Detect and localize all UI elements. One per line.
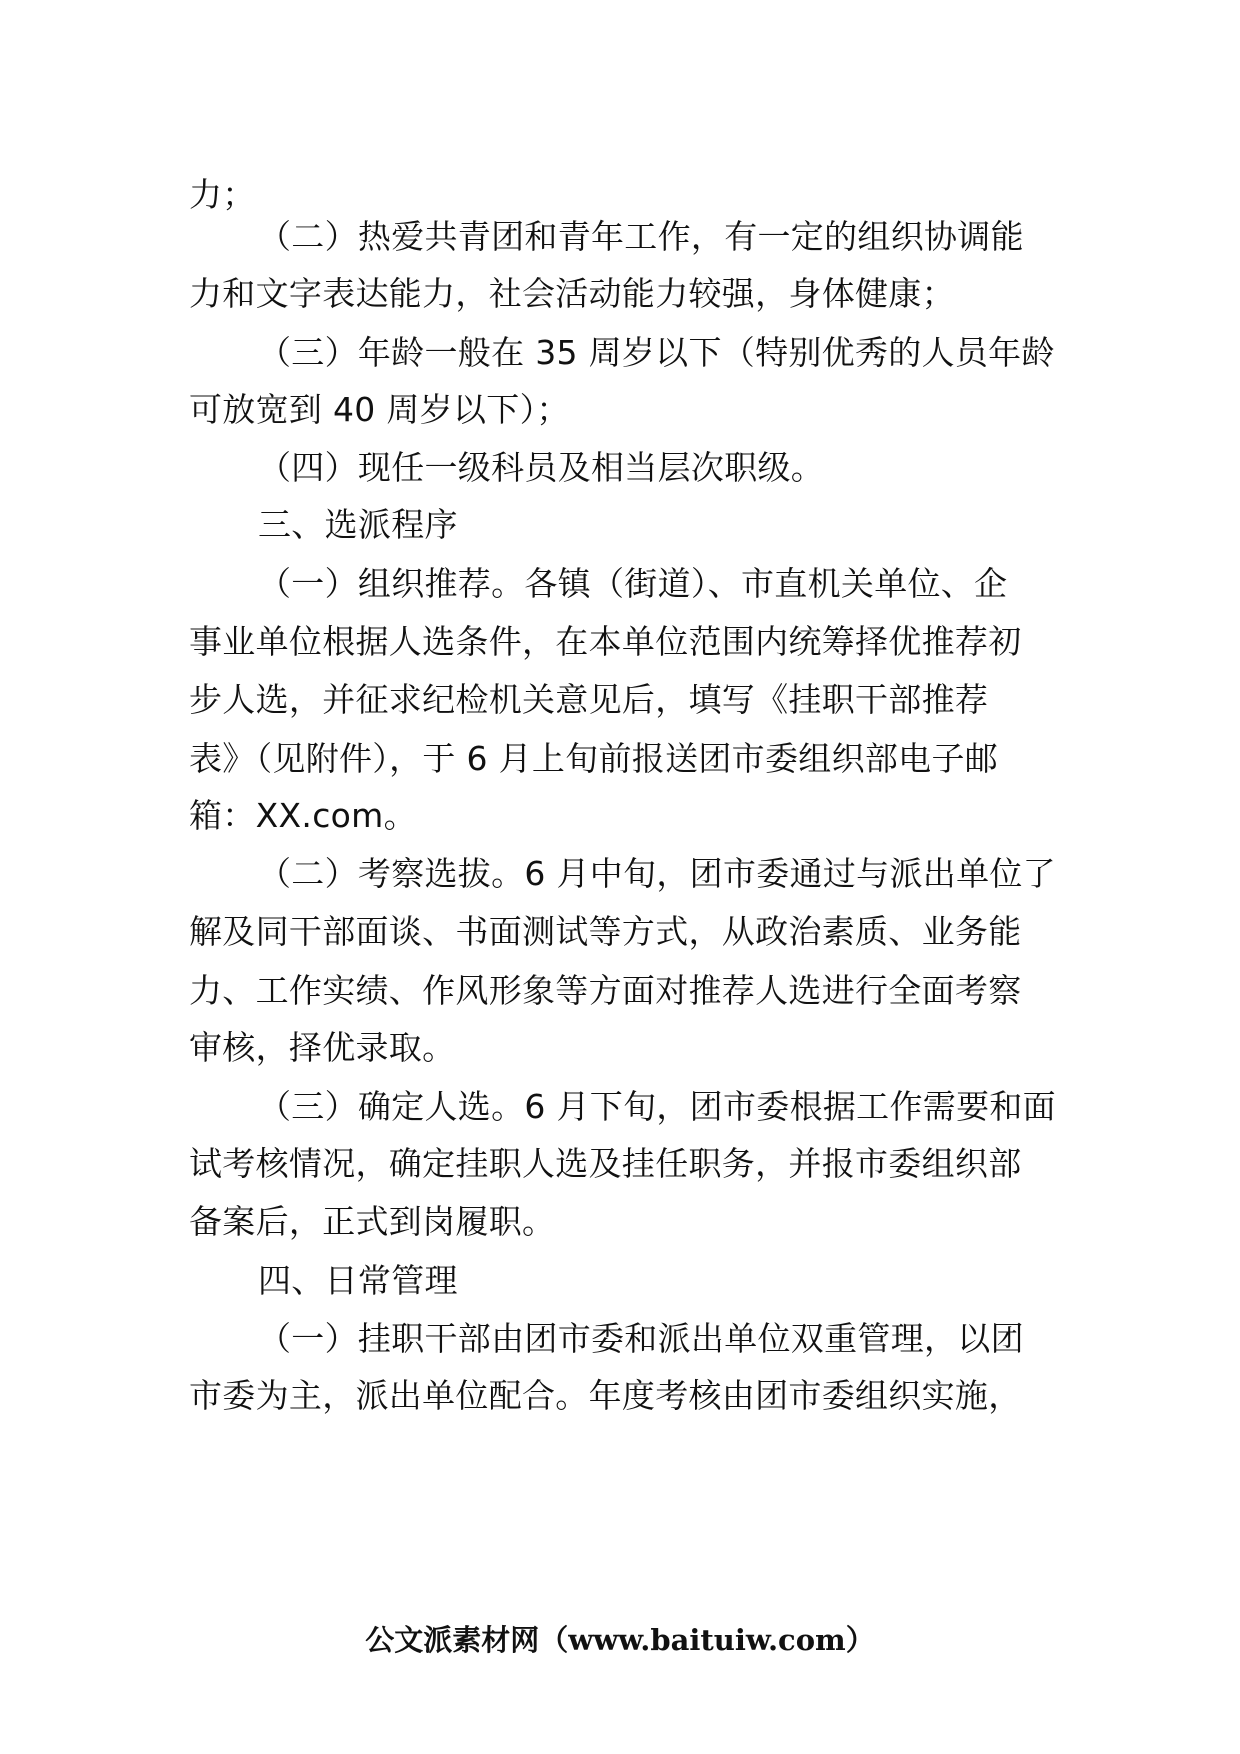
text-line: （四）现任一级科员及相当层次职级。 bbox=[258, 448, 825, 487]
footer-watermark: 公文派素材网（www.baituiw.com） bbox=[365, 1623, 875, 1657]
text-line: （三）确定人选。6 月下旬，团市委根据工作需要和面 bbox=[258, 1087, 1056, 1126]
text-line: 可放宽到 40 周岁以下）； bbox=[189, 390, 570, 429]
text-line: 备案后，正式到岗履职。 bbox=[189, 1202, 556, 1241]
text-line: 审核，择优录取。 bbox=[189, 1028, 456, 1067]
text-line: 市委为主，派出单位配合。年度考核由团市委组织实施， bbox=[189, 1376, 1022, 1415]
text-line: 步人选，并征求纪检机关意见后，填写《挂职干部推荐 bbox=[189, 680, 989, 719]
text-line: 力、工作实绩、作风形象等方面对推荐人选进行全面考察 bbox=[189, 971, 1022, 1010]
section-heading: 三、选派程序 bbox=[258, 505, 458, 544]
text-line: 解及同干部面谈、书面测试等方式，从政治素质、业务能 bbox=[189, 912, 1022, 951]
text-line: （二）热爱共青团和青年工作，有一定的组织协调能 bbox=[258, 217, 1024, 256]
text-line: 试考核情况，确定挂职人选及挂任职务，并报市委组织部 bbox=[189, 1144, 1022, 1183]
text-line: 箱：XX.com。 bbox=[189, 796, 417, 835]
text-line: 力； bbox=[189, 175, 256, 214]
section-heading: 四、日常管理 bbox=[258, 1261, 458, 1300]
text-line: 事业单位根据人选条件，在本单位范围内统筹择优推荐初 bbox=[189, 622, 1022, 661]
text-line: （一）组织推荐。各镇（街道）、市直机关单位、企 bbox=[258, 564, 1008, 603]
text-line: （三）年龄一般在 35 周岁以下（特别优秀的人员年龄 bbox=[258, 333, 1055, 372]
text-line: 表》（见附件），于 6 月上旬前报送团市委组织部电子邮 bbox=[189, 739, 999, 778]
text-line: （一）挂职干部由团市委和派出单位双重管理，以团 bbox=[258, 1319, 1024, 1358]
text-line: （二）考察选拔。6 月中旬，团市委通过与派出单位了 bbox=[258, 854, 1056, 893]
text-line: 力和文字表达能力，社会活动能力较强，身体健康； bbox=[189, 274, 955, 313]
